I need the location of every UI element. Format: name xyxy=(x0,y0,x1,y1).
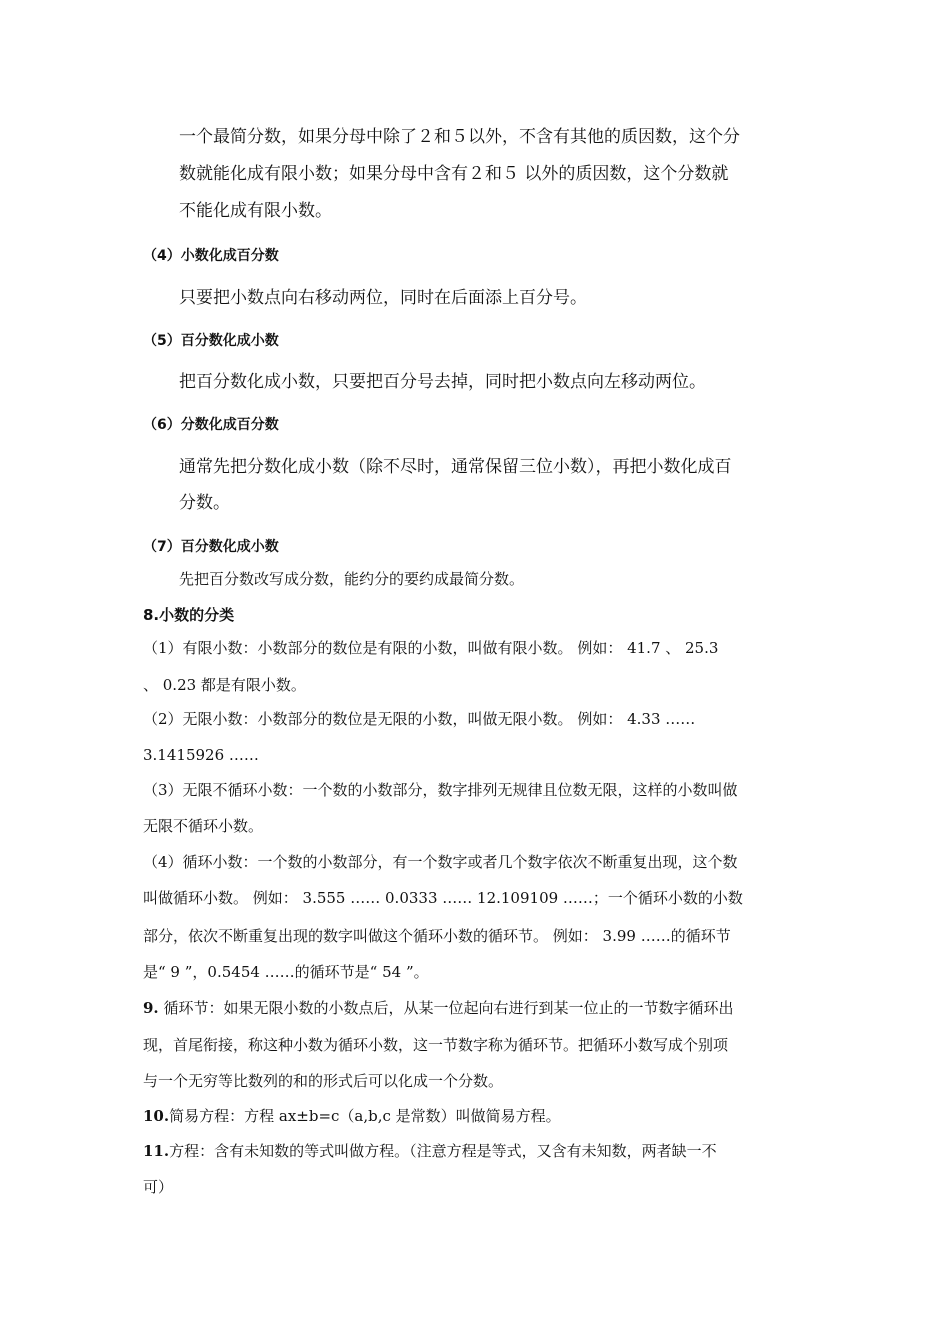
sec11-line-1 xyxy=(143,1141,717,1161)
intro-line-3: 不能化成有限小数。 xyxy=(179,201,332,221)
sec8-p4-line-4: 是“ 9 ”，0.5454 ……的循环节是“ 54 ”。 xyxy=(143,963,429,981)
text-4: 只要把小数点向右移动两位，同时在后面添上百分号。 xyxy=(179,288,587,308)
heading-5: （5）百分数化成小数 xyxy=(143,333,279,349)
heading-4: （4）小数化成百分数 xyxy=(143,248,279,264)
sec8-p4-line-2: 叫做循环小数。 例如： 3.555 …… 0.0333 …… 12.109109 ……；一个循环小数的小数 xyxy=(143,889,743,907)
sec8-p3-line-2: 无限不循环小数。 xyxy=(143,817,264,835)
text-6-line-2: 分数。 xyxy=(179,493,230,513)
sec10-line xyxy=(143,1106,561,1126)
text-6-line-1: 通常先把分数化成小数（除不尽时，通常保留三位小数），再把小数化成百 xyxy=(179,457,732,477)
sec8-p4-line-1: （4）循环小数：一个数的小数部分，有一个数字或者几个数字依次不断重复出现，这个数 xyxy=(143,853,738,871)
section-8-heading: 8.小数的分类 xyxy=(143,606,235,624)
intro-line-2: 数就能化成有限小数；如果分母中含有２和５ 以外的质因数，这个分数就 xyxy=(179,164,729,184)
sec8-p3-line-1: （3）无限不循环小数：一个数的小数部分，数字排列无规律且位数无限，这样的小数叫做 xyxy=(143,781,738,799)
sec9-text-1: 循环节：如果无限小数的小数点后，从某一位起向右进行到某一位止的一节数字循环出 xyxy=(158,999,734,1017)
sec9-line-2: 现，首尾衔接，称这种小数为循环小数，这一节数字称为循环节。把循环小数写成个别项 xyxy=(143,1036,729,1054)
text-7: 先把百分数改写成分数，能约分的要约成最简分数。 xyxy=(179,570,525,588)
sec11-line-2: 可） xyxy=(143,1178,174,1196)
sec10-text: 简易方程：方程 ax±b=c（a,b,c 是常数）叫做简易方程。 xyxy=(169,1107,561,1125)
sec9-number: 9. xyxy=(143,999,159,1017)
sec11-text-1: 方程：含有未知数的等式叫做方程。（注意方程是等式，又含有未知数，两者缺一不 xyxy=(169,1142,717,1160)
sec10-number: 10. xyxy=(143,1107,170,1125)
heading-7: （7）百分数化成小数 xyxy=(143,539,279,555)
text-5: 把百分数化成小数，只要把百分号去掉，同时把小数点向左移动两位。 xyxy=(179,372,706,392)
intro-line-1: 一个最简分数，如果分母中除了２和５以外，不含有其他的质因数，这个分 xyxy=(179,127,740,147)
sec8-p1-line-1: （1）有限小数：小数部分的数位是有限的小数，叫做有限小数。 例如： 41.7 、 25.3 xyxy=(143,639,719,657)
sec8-p4-line-3: 部分，依次不断重复出现的数字叫做这个循环小数的循环节。 例如： 3.99 ……的循环节 xyxy=(143,927,731,945)
heading-6: （6）分数化成百分数 xyxy=(143,417,279,433)
sec9-line-1 xyxy=(143,998,733,1018)
sec8-p2-line-1: （2）无限小数：小数部分的数位是无限的小数，叫做无限小数。 例如： 4.33 …… xyxy=(143,710,696,728)
sec9-line-3: 与一个无穷等比数列的和的形式后可以化成一个分数。 xyxy=(143,1072,504,1090)
sec8-p2-line-2: 3.1415926 …… xyxy=(143,746,259,764)
sec11-number: 11. xyxy=(143,1142,170,1160)
sec8-p1-line-2: 、 0.23 都是有限小数。 xyxy=(143,676,306,694)
